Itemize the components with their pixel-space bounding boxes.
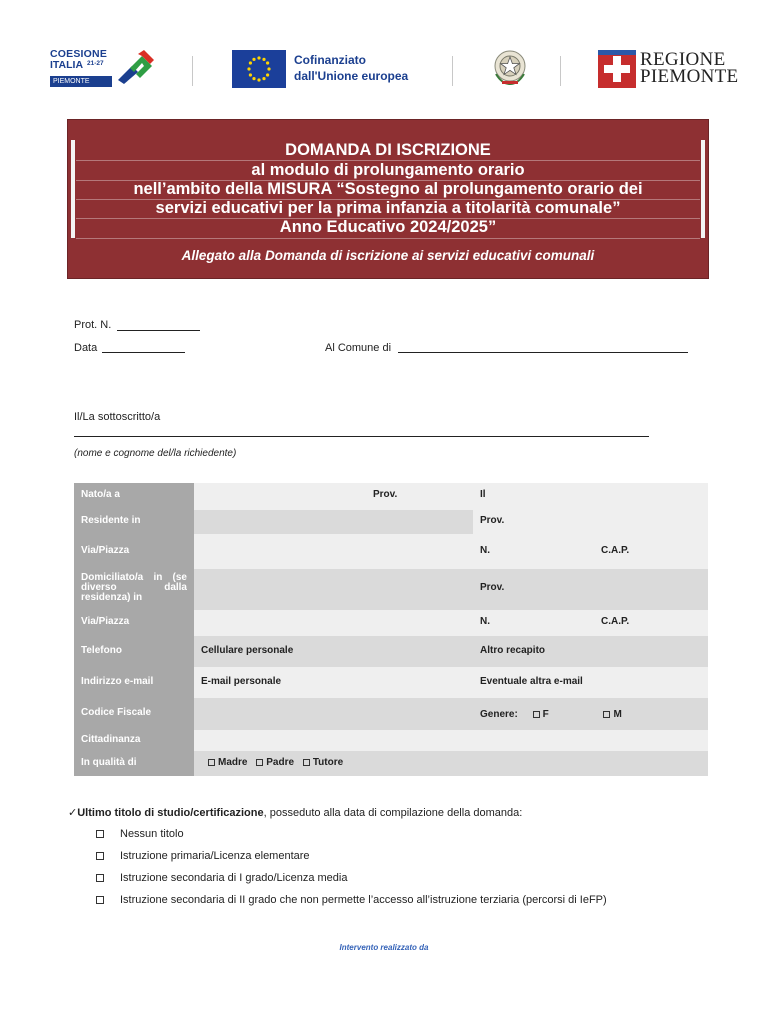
checkbox-icon[interactable] <box>303 759 310 766</box>
cellulare-field[interactable]: Cellulare personale <box>194 636 473 667</box>
table-row <box>74 698 708 730</box>
checkmark-icon: ✓ <box>68 807 78 819</box>
eu-flag-icon <box>232 50 286 88</box>
coesione-arrows-icon <box>116 50 154 86</box>
logo-separator <box>452 56 453 86</box>
nome-hint: (nome e cognome del/la richiedente) <box>74 448 237 459</box>
table-row <box>74 730 708 751</box>
altra-email-field[interactable]: Eventuale altra e-mail <box>473 667 708 698</box>
birth-date-field[interactable]: Il <box>473 483 708 510</box>
prov-field[interactable]: Prov. <box>366 483 473 510</box>
qualita-options <box>194 751 708 776</box>
genere-f-option[interactable]: F <box>533 709 549 720</box>
checkbox-icon[interactable] <box>96 830 104 838</box>
banner-line: al modulo di prolungamento orario <box>251 161 525 179</box>
domicilio-field[interactable] <box>194 569 473 610</box>
banner-subtitle: Allegato alla Domanda di iscrizione ai servizi educativi comunali <box>181 248 595 263</box>
codice-fiscale-field[interactable] <box>194 698 473 730</box>
data-label: Data <box>74 342 98 354</box>
table-row <box>74 636 708 667</box>
coesione-italia-logo: COESIONE ITALIA 21-27 PIEMONTE <box>50 44 160 90</box>
residente-prov-value[interactable] <box>594 510 708 534</box>
data-input-line[interactable] <box>102 352 185 353</box>
nome-input-line[interactable] <box>74 436 649 437</box>
prot-label: Prot. N. <box>74 319 112 331</box>
logo-bar <box>50 44 739 94</box>
via-label: Via/Piazza <box>74 534 194 569</box>
residente-prov-field[interactable]: Prov. <box>473 510 594 534</box>
codice-fiscale-label: Codice Fiscale <box>74 698 194 730</box>
banner-rule <box>76 238 700 239</box>
logo-separator <box>192 56 193 86</box>
residente-label: Residente in <box>74 510 194 534</box>
banner-line: servizi educativi per la prima infanzia a titolarità comunale” <box>155 199 621 217</box>
title-banner <box>67 119 709 279</box>
domicilio-number-field[interactable]: N. <box>473 610 594 636</box>
genere-label: Genere: <box>480 709 518 720</box>
checkbox-icon[interactable] <box>256 759 263 766</box>
checkbox-icon[interactable] <box>208 759 215 766</box>
qualita-label: In qualità di <box>74 751 194 776</box>
via-field[interactable] <box>194 534 473 569</box>
logo-separator <box>560 56 561 86</box>
table-row <box>74 510 708 534</box>
altro-recapito-field[interactable]: Altro recapito <box>473 636 708 667</box>
table-row <box>74 534 708 569</box>
domicilio-via-field[interactable] <box>194 610 473 636</box>
nato-label: Nato/a a <box>74 483 194 510</box>
banner-line: nell’ambito della MISURA “Sostegno al prolungamento orario dei <box>133 180 643 198</box>
prot-input-line[interactable] <box>117 330 200 331</box>
banner-line: Anno Educativo 2024/2025” <box>279 218 497 236</box>
checkbox-icon[interactable] <box>96 874 104 882</box>
domicilio-cap-field[interactable]: C.A.P. <box>594 610 708 636</box>
nato-field[interactable] <box>194 483 366 510</box>
titolo-heading: ✓Ultimo titolo di studio/certificazione, posseduto alla data di compilazione della domanda: <box>68 807 523 819</box>
domiciliato-label: Domiciliato/a in (se diverso dalla residenza) in <box>74 569 194 610</box>
table-row <box>74 483 708 510</box>
piemonte-shield-icon <box>598 50 636 88</box>
via-label: Via/Piazza <box>74 610 194 636</box>
cittadinanza-field[interactable] <box>194 730 708 751</box>
checkbox-icon[interactable] <box>96 852 104 860</box>
regione-piemonte-logo: REGIONE PIEMONTE <box>598 44 730 90</box>
italian-republic-emblem-icon <box>490 44 530 90</box>
comune-label: Al Comune di <box>325 342 392 354</box>
banner-title: DOMANDA DI ISCRIZIONE <box>285 141 491 159</box>
email-label: Indirizzo e-mail <box>74 667 194 698</box>
table-row <box>74 751 708 776</box>
checkbox-icon[interactable] <box>533 711 540 718</box>
checkbox-icon[interactable] <box>96 896 104 904</box>
checkbox-icon[interactable] <box>603 711 610 718</box>
comune-input-line[interactable] <box>398 352 688 353</box>
table-row <box>74 569 708 610</box>
genere-field <box>473 698 708 730</box>
padre-option[interactable]: Padre <box>256 757 294 768</box>
footer-note: Intervento realizzato da <box>339 943 429 952</box>
cap-field[interactable]: C.A.P. <box>594 534 708 569</box>
civic-number-field[interactable]: N. <box>473 534 594 569</box>
domicilio-prov-field[interactable]: Prov. <box>473 569 708 610</box>
eu-cofinanced-logo: Cofinanziato dall'Unione europea <box>232 44 432 90</box>
residente-field[interactable] <box>194 510 473 534</box>
cittadinanza-label: Cittadinanza <box>74 730 194 751</box>
telefono-label: Telefono <box>74 636 194 667</box>
tutore-option[interactable]: Tutore <box>303 757 343 768</box>
table-row <box>74 610 708 636</box>
genere-m-option[interactable]: M <box>603 709 621 720</box>
email-personale-field[interactable]: E-mail personale <box>194 667 473 698</box>
table-row <box>74 667 708 698</box>
sottoscritto-label: Il/La sottoscritto/a <box>74 411 161 423</box>
madre-option[interactable]: Madre <box>208 757 247 768</box>
